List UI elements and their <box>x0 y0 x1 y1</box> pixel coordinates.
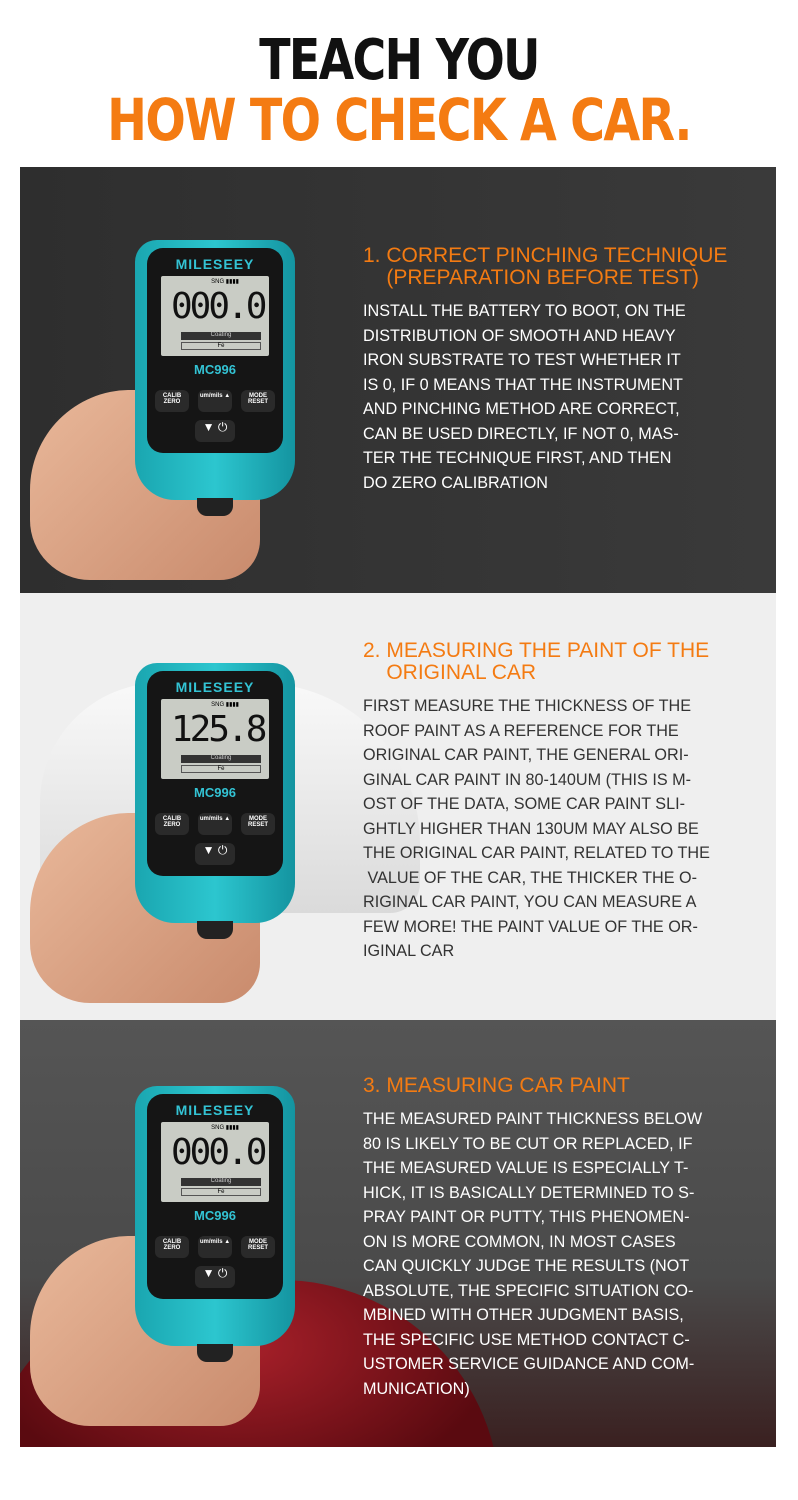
section-panel-3 <box>20 1020 776 1447</box>
device-power-button: ▼ ⏻ <box>195 1266 235 1288</box>
lcd-mode-label: Coating <box>181 1178 261 1186</box>
device-model-label: MC996 <box>194 1208 236 1223</box>
lcd-reading: 125.8 <box>171 709 265 750</box>
lcd-reading: 000.0 <box>171 1132 265 1173</box>
lcd-substrate-label: Fe <box>181 765 261 773</box>
lcd-substrate-label: Fe <box>181 342 261 350</box>
lcd-mode-label: Coating <box>181 755 261 763</box>
section-panel-2 <box>20 593 776 1020</box>
device-button-2: um/mils ▲ <box>198 813 232 835</box>
device-face <box>147 1094 283 1299</box>
device-lcd-screen <box>161 1122 269 1202</box>
device-buttons <box>155 1236 275 1258</box>
device-model-label: MC996 <box>194 362 236 377</box>
section-text <box>363 640 763 964</box>
device-button-2: um/mils ▲ <box>198 1236 232 1258</box>
thickness-gauge-device <box>135 1086 295 1346</box>
device-button-2: um/mils ▲ <box>198 390 232 412</box>
section-text <box>363 1075 763 1401</box>
thickness-gauge-device <box>135 240 295 500</box>
section-heading: 2. MEASURING THE PAINT OF THE ORIGINAL CAR <box>363 639 710 684</box>
device-brand-logo: MILESEEY <box>175 679 255 695</box>
section-panel-1 <box>20 167 776 594</box>
section-heading: 1. CORRECT PINCHING TECHNIQUE (PREPARATION BEFORE TEST) <box>363 244 728 289</box>
device-probe <box>197 1344 233 1362</box>
device-face <box>147 248 283 453</box>
device-probe <box>197 498 233 516</box>
device-lcd-screen <box>161 699 269 779</box>
device-button-3: MODE RESET <box>241 390 275 412</box>
device-brand-logo: MILESEEY <box>175 1102 255 1118</box>
lcd-substrate-label: Fe <box>181 1188 261 1196</box>
device-power-button: ▼ ⏻ <box>195 420 235 442</box>
thickness-gauge-device <box>135 663 295 923</box>
title-line-1: TEACH YOU <box>259 28 539 93</box>
section-heading: 3. MEASURING CAR PAINT <box>363 1074 630 1097</box>
device-lcd-screen <box>161 276 269 356</box>
section-body: THE MEASURED PAINT THICKNESS BELOW 80 IS LIKELY TO BE CUT OR REPLACED, IF THE MEASURED VALUE IS ESPECIALLY T- HICK, IT IS BASICALLY DETERMINED TO S- PRAY PAINT OR PUTTY, THIS PHENOMEN- ON IS MORE COMMON, IN MOST CASES CAN QUICKLY JUDGE THE RESULTS (NOT ABSOLUTE, THE SPECIFIC SITUATION CO- MBINED WITH OTHER JUDGMENT BASIS, THE SPECIFIC USE METHOD CONTACT C- USTOMER SERVICE GUIDANCE AND COM- MUNICATION) <box>363 1110 703 1398</box>
lcd-reading: 000.0 <box>171 286 265 327</box>
lcd-indicator: SNG ▮▮▮▮ <box>211 702 239 708</box>
lcd-mode-label: Coating <box>181 332 261 340</box>
device-button-1: CALIB ZERO <box>155 390 189 412</box>
section-body: FIRST MEASURE THE THICKNESS OF THE ROOF PAINT AS A REFERENCE FOR THE ORIGINAL CAR PAINT, THE GENERAL ORI- GINAL CAR PAINT IN 80-140UM (THIS IS M- OST OF THE DATA, SOME CAR PAINT SLI- GHTLY HIGHER THAN 130UM MAY ALSO BE THE ORIGINAL CAR PAINT, RELATED TO THE VALUE OF THE CAR, THE THICKER THE O- RIGINAL CAR PAINT, YOU CAN MEASURE A FEW MORE! THE PAINT VALUE OF THE OR- IGINAL CAR <box>363 697 710 960</box>
device-model-label: MC996 <box>194 785 236 800</box>
device-brand-logo: MILESEEY <box>175 256 255 272</box>
device-button-3: MODE RESET <box>241 813 275 835</box>
device-power-button: ▼ ⏻ <box>195 843 235 865</box>
title-line-2: HOW TO CHECK A CAR. <box>107 86 691 154</box>
section-body: INSTALL THE BATTERY TO BOOT, ON THE DISTRIBUTION OF SMOOTH AND HEAVY IRON SUBSTRATE TO TEST WHETHER IT IS 0, IF 0 MEANS THAT THE INSTRUMENT AND PINCHING METHOD ARE CORRECT, CAN BE USED DIRECTLY, IF NOT 0, MAS- TER THE TECHNIQUE FIRST, AND THEN DO ZERO CALIBRATION <box>363 302 686 492</box>
section-text <box>363 245 763 495</box>
device-button-1: CALIB ZERO <box>155 1236 189 1258</box>
device-buttons <box>155 390 275 412</box>
device-button-3: MODE RESET <box>241 1236 275 1258</box>
device-probe <box>197 921 233 939</box>
device-face <box>147 671 283 876</box>
device-button-1: CALIB ZERO <box>155 813 189 835</box>
device-buttons <box>155 813 275 835</box>
lcd-indicator: SNG ▮▮▮▮ <box>211 1125 239 1131</box>
lcd-indicator: SNG ▮▮▮▮ <box>211 279 239 285</box>
